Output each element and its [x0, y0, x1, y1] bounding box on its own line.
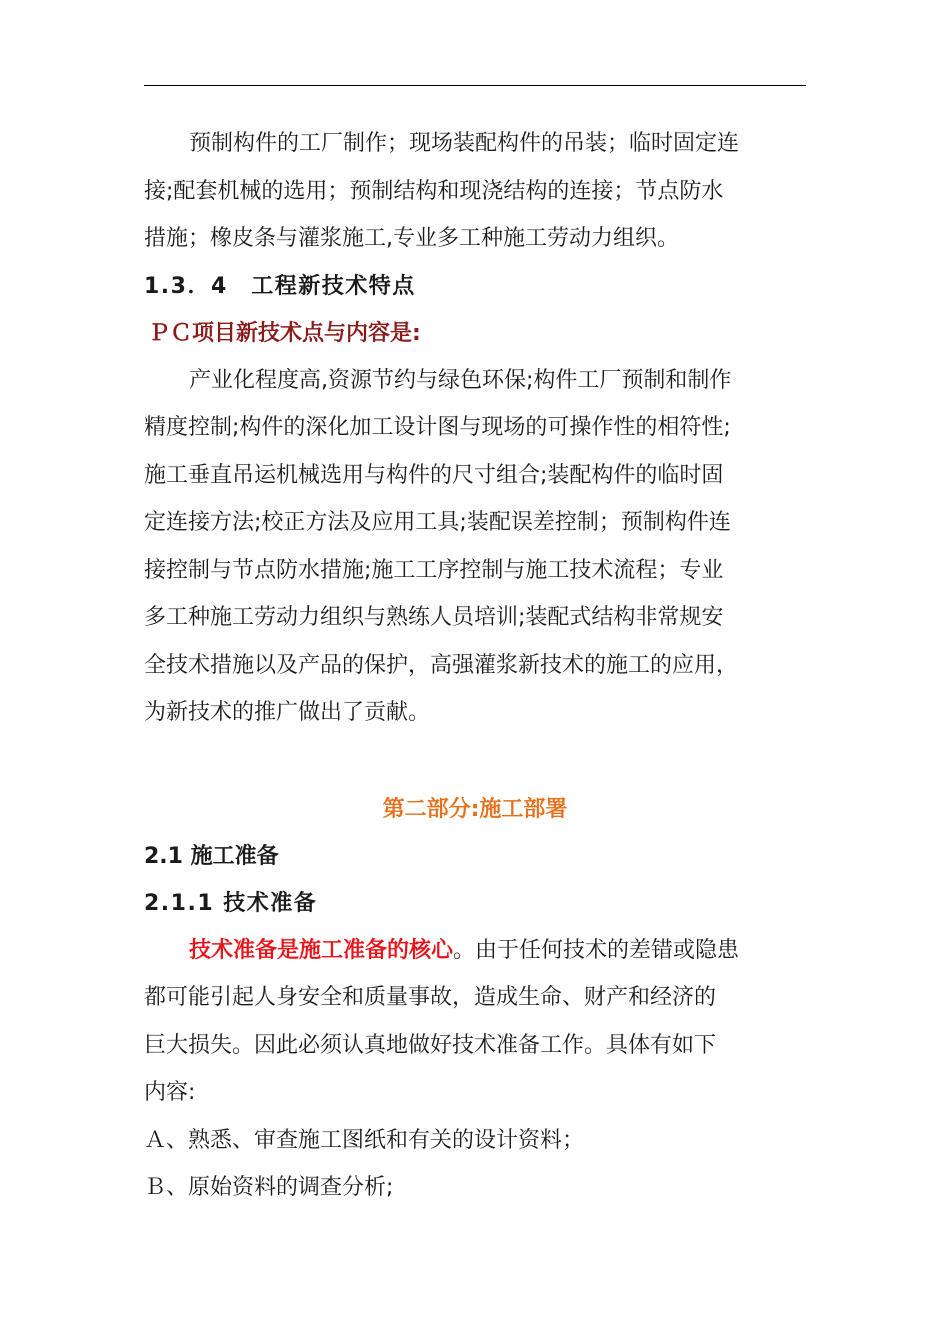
highlight-lead: 技术准备是施工准备的核心: [189, 937, 454, 963]
paragraph-pc-tech-points: [144, 357, 816, 737]
blank-space: [144, 737, 816, 786]
header-rule: [144, 85, 806, 86]
heading-1-3-4: 1.3．4 工程新技术特点: [144, 273, 416, 299]
text-line: 为新技术的推广做出了贡献。: [144, 700, 431, 725]
text-line: [144, 927, 816, 975]
text-line: 都可能引起人身安全和质量事故，造成生命、财产和经济的: [144, 985, 717, 1010]
text-line: 预制构件的工厂制作；现场装配构件的吊装；临时固定连: [189, 131, 740, 156]
page-content: [144, 120, 816, 1212]
paragraph-tech-preparation: [144, 927, 816, 1117]
text-line: 多工种施工劳动力组织与熟练人员培训;装配式结构非常规安: [144, 605, 724, 630]
text-line: 全技术措施以及产品的保护，高强灌浆新技术的施工的应用，: [144, 652, 739, 678]
list-item-b: Ｂ、原始资料的调查分析;: [144, 1175, 394, 1200]
text-line: 精度控制;构件的深化加工设计图与现场的可操作性的相符性;: [144, 415, 731, 440]
part-two-title: 第二部分:施工部署: [382, 796, 568, 822]
heading-2-1-1: 2.1.1 技术准备: [144, 890, 318, 916]
text-line: 巨大损失。因此必须认真地做好技术准备工作。具体有如下: [144, 1032, 717, 1058]
paragraph-construction-content: [144, 120, 816, 263]
text-line: 产业化程度高,资源节约与绿色环保;构件工厂预制和制作: [189, 367, 732, 393]
text-line: 内容:: [144, 1080, 196, 1105]
pc-title: ＰＣ项目新技术点与内容是:: [148, 320, 421, 346]
text-line: 措施；橡皮条与灌浆施工,专业多工种施工劳动力组织。: [144, 226, 679, 251]
text-span: 。由于任何技术的差错或隐患: [453, 937, 740, 963]
text-line: 施工垂直吊运机械选用与构件的尺寸组合;装配构件的临时固: [144, 462, 724, 488]
text-line: 接;配套机械的选用；预制结构和现浇结构的连接；节点防水: [144, 178, 724, 204]
text-line: 接控制与节点防水措施;施工工序控制与施工技术流程；专业: [144, 557, 724, 583]
text-line: 定连接方法;校正方法及应用工具;装配误差控制；预制构件连: [144, 510, 731, 535]
list-item-a: Ａ、熟悉、审查施工图纸和有关的设计资料；: [144, 1127, 585, 1153]
heading-2-1: 2.1 施工准备: [144, 843, 279, 869]
